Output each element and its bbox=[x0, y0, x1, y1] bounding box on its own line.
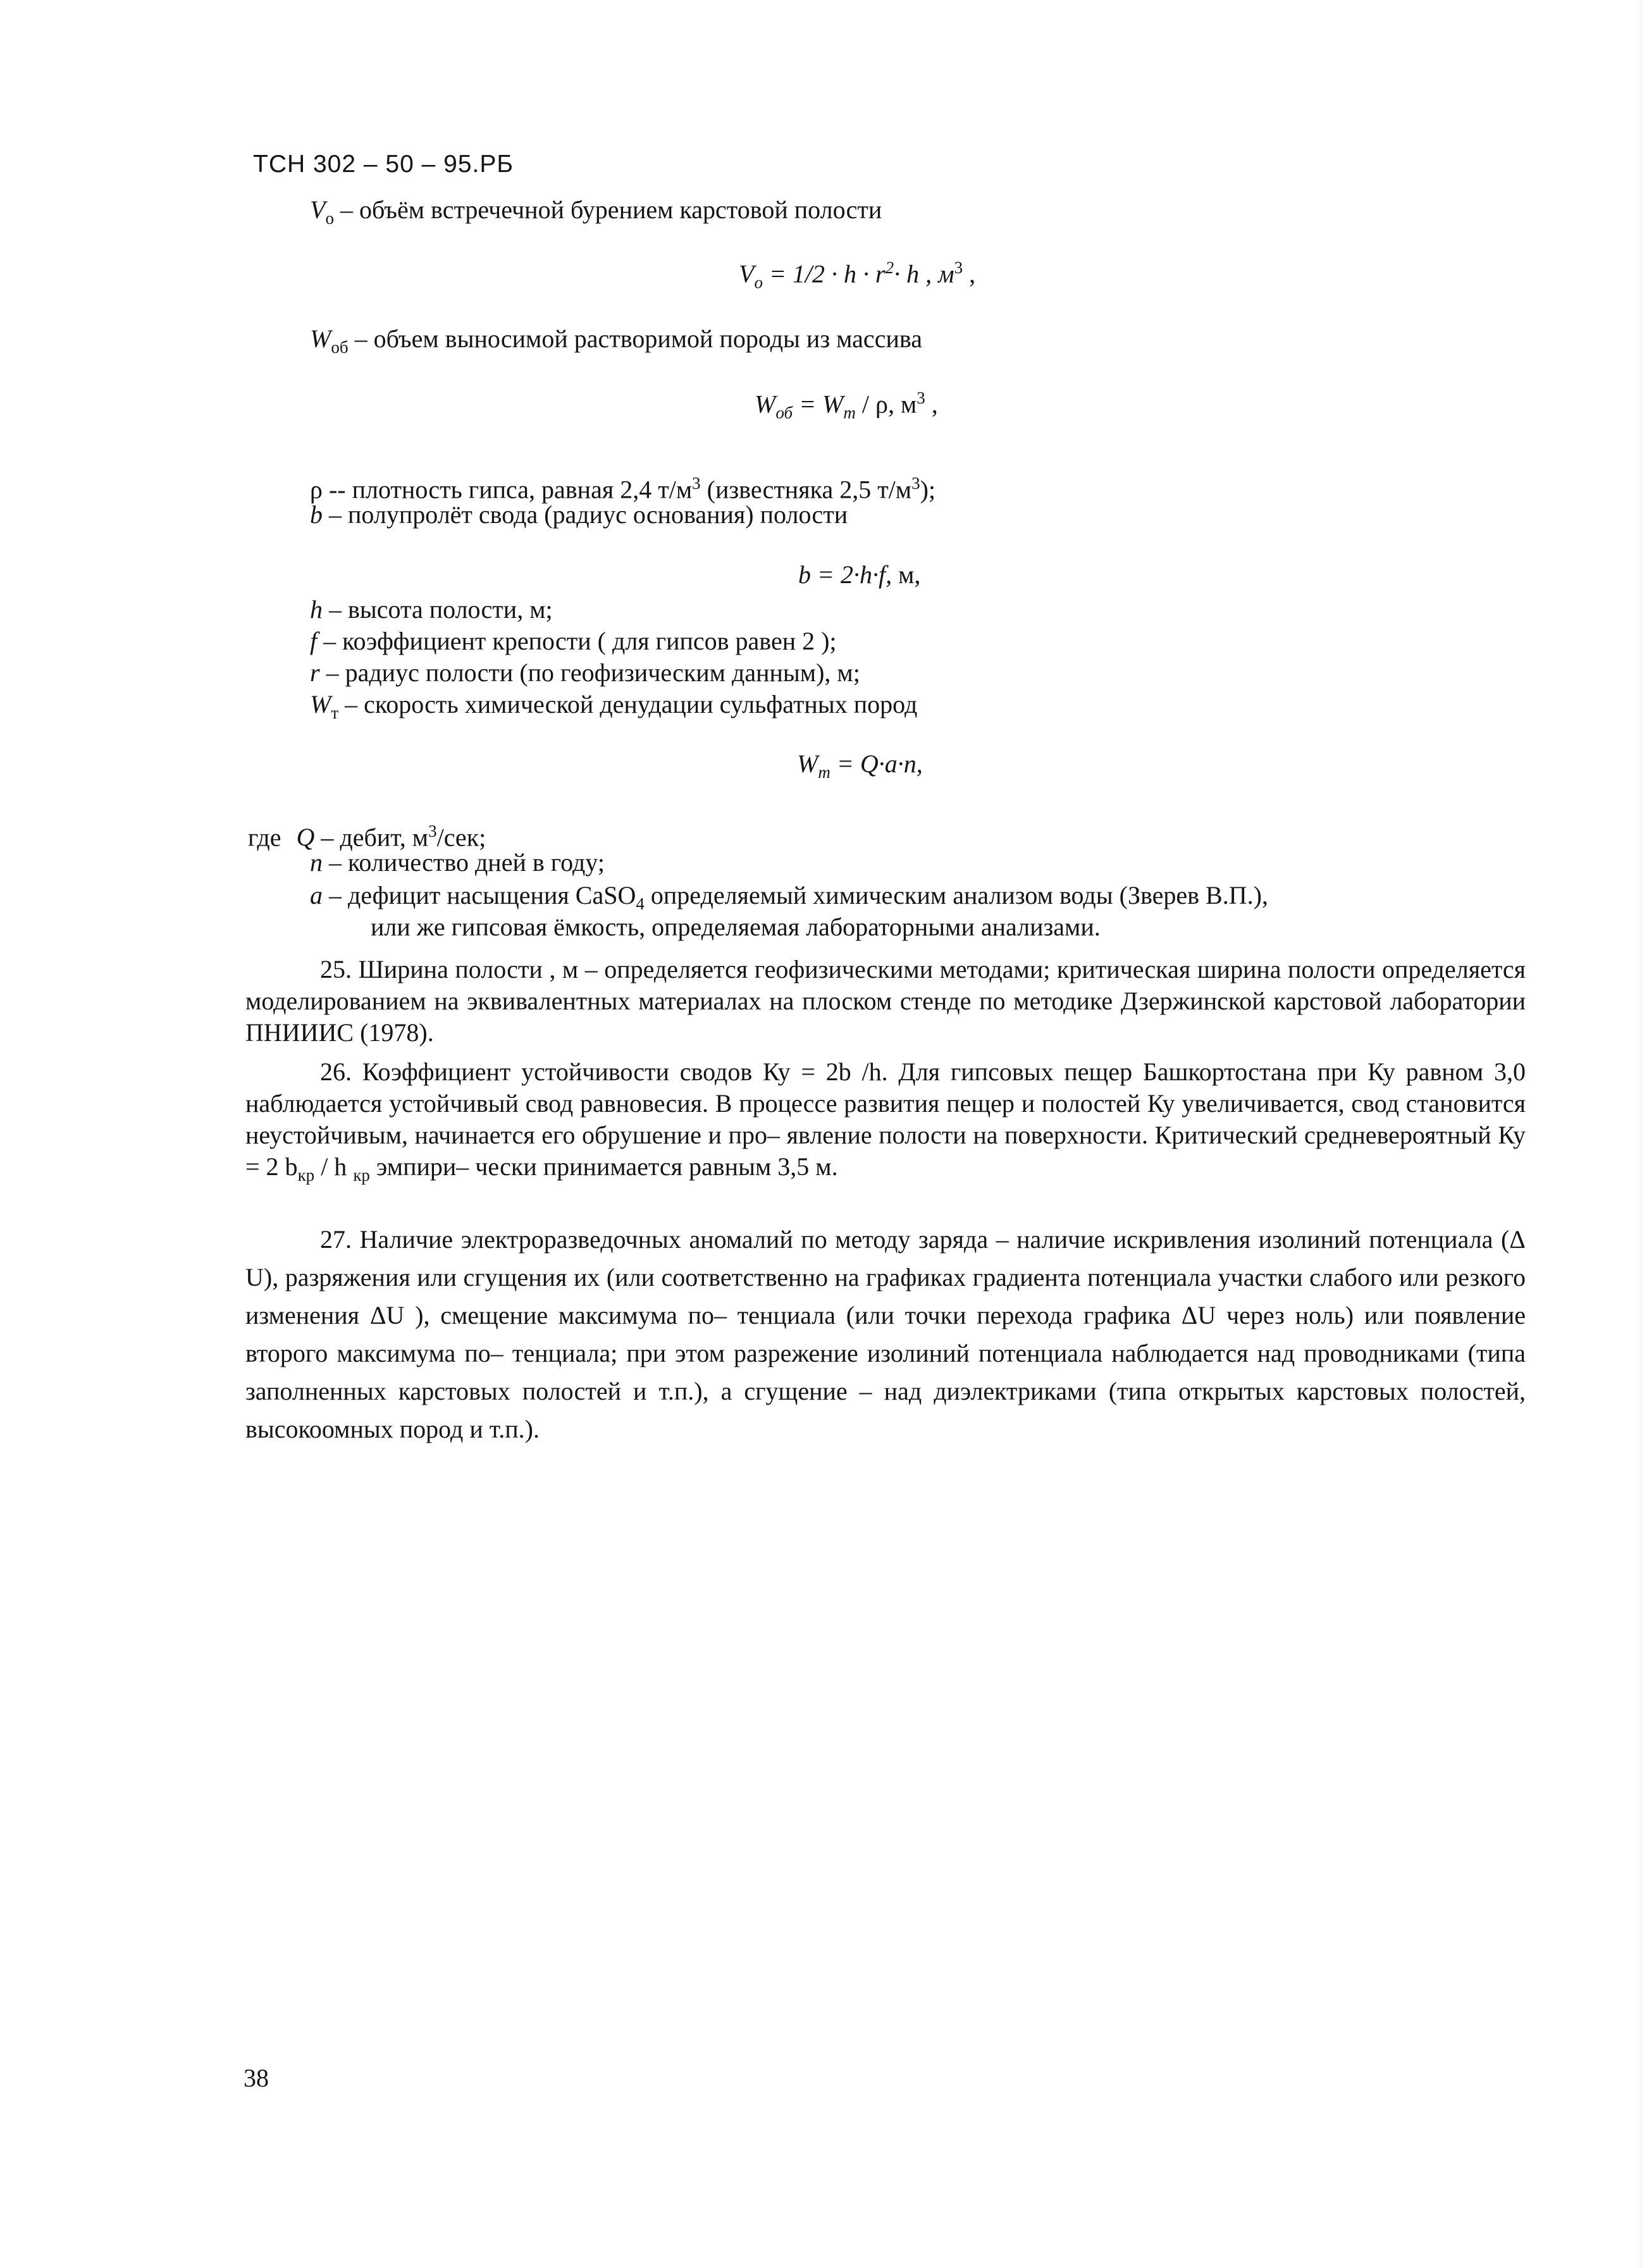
definition-r: r – радиус полости (по геофизическим данным), м; bbox=[310, 658, 860, 687]
definition-a: a – дефицит насыщения CaSO$_4$ определяемый химическим анализом воды (Зверев В.П.), bbox=[310, 881, 1268, 913]
paragraph-27: 27. Наличие электроразведочных аномалий по методу заряда – наличие искривления изолиний потенциала (Δ U), разряжения или сгущения их (или соответственно на графиках градиента потенциала участки слабого или резкого изменения ΔU ), смещение максимума по– тенциала (или точки перехода графика ΔU через ноль) или появление второго максимума по– тенциала; при этом разрежение изолиний потенциала наблюдается над проводниками (типа заполненных карстовых полостей и т.п.), а сгущение – над диэлектриками (типа открытых карстовых полостей, высокоомных пород и т.п.). bbox=[245, 1225, 1526, 1443]
definition-f: f – коэффициент крепости ( для гипсов равен 2 ); bbox=[310, 627, 837, 655]
definition-v0: $V_о$ – объём встречечной бурением карстовой полости bbox=[310, 195, 882, 228]
scan-edge-shadow bbox=[1638, 0, 1642, 2268]
definition-rho: ρ -- плотность гипса, равная 2,4 $т/м^3$ (известняка 2,5 $т/м^3$); bbox=[310, 474, 936, 504]
paragraph-25: 25. Ширина полости , м – определяется геофизическими методами; критическая ширина полости определяется моделированием на эквивалентных материалах на плоском стенде по методике Дзержинской карстовой лаборатории ПНИИИС (1978). bbox=[245, 955, 1526, 1047]
definition-q: где Q – дебит, $м^3$/сек; bbox=[248, 822, 486, 852]
definition-a-continuation: или же гипсовая ёмкость, определяемая лабораторными анализами. bbox=[371, 913, 1101, 941]
definition-n: n – количество дней в году; bbox=[310, 848, 605, 877]
definition-wob: $W_{об}$ – объем выносимой растворимой породы из массива bbox=[310, 324, 922, 357]
formula-v0: $V_o = 1/2 \cdot h \cdot r^2\cdot h$ , $м^3$ , bbox=[739, 258, 976, 292]
formula-wob: $W_{об} = W_т / \rho$, $м^3$ , bbox=[755, 388, 938, 422]
formula-wt: $W_т = Q\cdot a\cdot n$, bbox=[797, 749, 923, 782]
definition-b: b – полупролёт свода (радиус основания) полости bbox=[310, 500, 848, 529]
page-number: 38 bbox=[244, 2064, 269, 2092]
paragraph-26: 26. Коэффициент устойчивости сводов Ку = 2b /h. Для гипсовых пещер Башкортостана при Ку равном 3,0 наблюдается устойчивый свод равновесия. В процессе развития пещер и полостей Ку увеличивается, свод становится неустойчивым, начинается его обрушение и про– явление полости на поверхности. Критический средневероятный Ку = 2 $b_{кр}$ / h $_{кр}$ эмпири– чески принимается равным 3,5 м. bbox=[245, 1057, 1526, 1185]
document-code-header: ТСН 302 – 50 – 95.РБ bbox=[253, 151, 514, 178]
symbol: V bbox=[310, 195, 326, 224]
formula-b: b = 2·h·f, м, bbox=[798, 560, 921, 589]
definition-h: h – высота полости, м; bbox=[310, 595, 553, 624]
definition-wt: $W_т$ – скорость химической денудации сульфатных пород bbox=[310, 690, 918, 722]
definition-text: – объём встречечной бурением карстовой полости bbox=[340, 195, 882, 224]
